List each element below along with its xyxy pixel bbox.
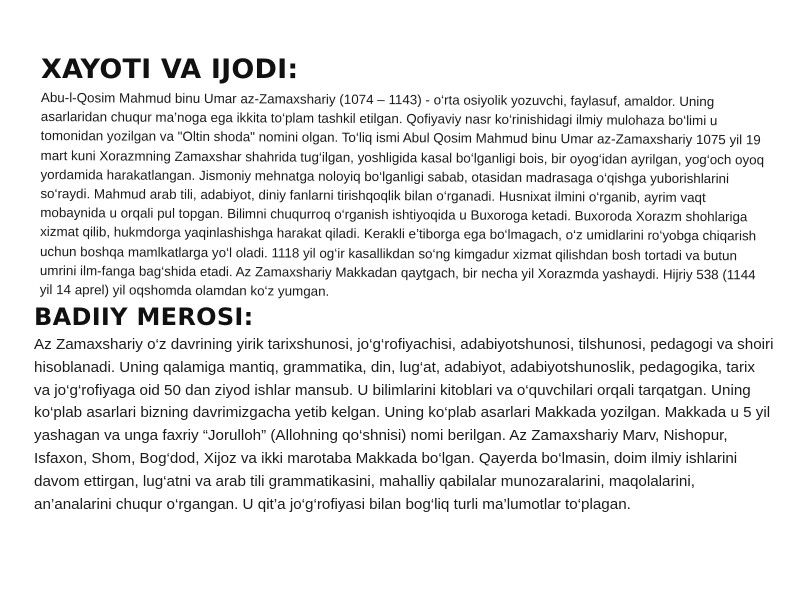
literary-legacy-paragraph: Az Zamaxshariy o‘z davrining yirik tarixshunosi, jo‘g‘rofiyachisi, adabiyotshunosi, tilshunosi, pedagogi va shoiri hisoblanadi. Uning qalamiga mantiq, grammatika, din, lug‘at, adabiyot, adabiyotshunoslik, pedagogika, tarix va jo‘g‘rofiyaga oid 50 dan ziyod ishlar mansub. U bilimlarini kitoblari va o‘quvchilari orqali tarqatgan. Uning ko‘plab asarlari bizning davrimizgacha yetib kelgan. Uning ko‘plab asarlari Makkada yozilgan. Makkada u 5 yil yashagan va unga faxriy “Jorulloh” (Allohning qo‘shnisi) nomi berilgan. Az Zamaxshariy Marv, Nishopur, Isfaxon, Shom, Bog‘dod, Xijoz va ikki marotaba Makkada bo‘lgan. Qayerda bo‘lmasin, doim ilmiy ishlarini davom ettirgan, lug‘atni va arab tili grammatikasini, mahalliy qabilalar munozaralarini, maqolalarini, an’analarini chuqur o‘rgangan. U qit’a jo‘g‘rofiyasi bilan bog‘liq turli ma’lumotlar to‘plagan. [34,336,774,513]
life-and-work-paragraph: Abu-l-Qosim Mahmud binu Umar az-Zamaxshariy (1074 – 1143) - o‘rta osiyolik yozuvchi, faylasuf, amaldor. Uning asarlaridan chuqur ma’noga ega ikkita to‘plam tashkil etilgan. Qofiyaviy nasr ko‘rinishidagi ilmiy mulohaza bo‘limi u tomonidan yozilgan va "Oltin shoda" nomini olgan. To‘liq ismi Abul Qosim Mahmud binu Umar az-Zamaxshariy 1075 yil 19 mart kuni Xorazmning Zamaxshar shahrida tug‘ilgan, yoshligida kasal bo‘lganligi bois, bir oyog‘idan ayrilgan, yog‘och oyoq yordamida harakatlangan. Jismoniy mehnatga noloyiq bo‘lganligi sabab, otasidan madrasaga o‘qishga yuborishlarini so‘raydi. Mahmud arab tili, adabiyot, diniy fanlarni tirishqoqlik bilan o‘rganadi. Husnixat ilmini o‘rganib, ayrim vaqt mobaynida u orqali pul topgan. Bilimni chuqurroq o‘rganish ishtiyoqida u Buxoroga ketadi. Buxoroda Xorazm shohlariga xizmat qilib, hukmdorga yaqinlashishga harakat qiladi. Kerakli e’tiborga ega bo‘lmagach, o‘z umidlarini ro‘yobga chiqarish uchun boshqa mamlkatlarga yo‘l oladi. 1118 yil og‘ir kasallikdan so‘ng kimgadur xizmat qilishdan bosh tortadi va butun umrini ilm-fanga bag‘shida etadi. Az Zamaxshariy Makkadan qaytgach, bir necha yil Xorazmda yashaydi. Hijriy 538 (1144 yil 14 aprel) yil oqshomda olamdan ko‘z yumgan. [39,89,765,299]
section-literary-legacy [34,300,774,516]
section-heading-literary-legacy: BADIIY MEROSI: [34,303,254,331]
section-heading-life-and-work: XAYOTI VA IJODI: [41,54,299,85]
section-life-and-work [41,52,769,299]
